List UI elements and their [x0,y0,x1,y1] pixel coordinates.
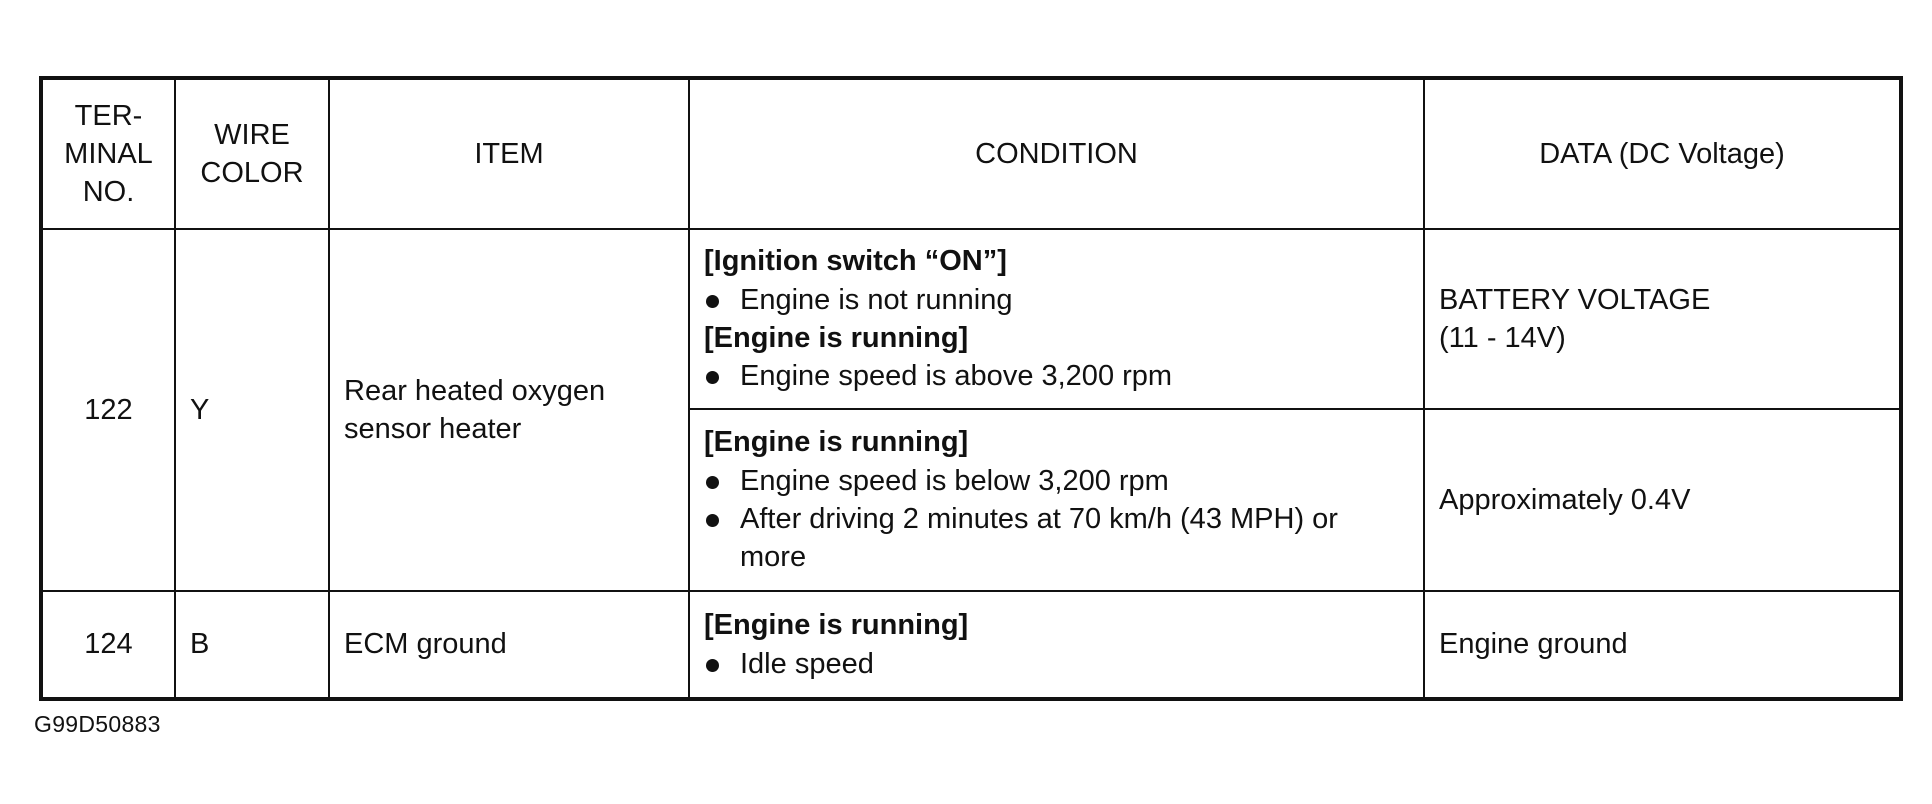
data-cell: Approximately 0.4V [1424,409,1901,591]
condition-heading: [Engine is running] [704,426,969,459]
header-wire-color: WIRE COLOR [175,78,329,229]
condition-cell [689,229,1424,409]
terminal-no-cell: 122 [41,229,175,591]
data-cell: Engine ground [1424,591,1901,699]
wire-color-cell: Y [175,229,329,591]
condition-bullets [704,281,1409,319]
list-item: Engine is not running [704,281,1409,319]
list-item: Engine speed is above 3,200 rpm [704,357,1409,395]
condition-cell [689,591,1424,699]
item-cell: ECM ground [329,591,689,699]
terminal-data-sheet [39,76,1899,701]
condition-heading: [Engine is running] [704,609,969,642]
figure-code: G99D50883 [34,711,161,737]
list-item: Engine speed is below 3,200 rpm [704,462,1409,500]
condition-heading: [Ignition switch “ON”] [704,245,1007,278]
item-cell: Rear heated oxygen sensor heater [329,229,689,591]
condition-cell [689,409,1424,591]
table-row [41,229,1901,409]
condition-bullets [704,357,1409,395]
header-data: DATA (DC Voltage) [1424,78,1901,229]
condition-bullets [704,462,1409,577]
terminal-no-cell: 124 [41,591,175,699]
table-header-row [41,78,1901,229]
ecm-terminal-table [39,76,1903,701]
header-condition: CONDITION [689,78,1424,229]
table-row [41,591,1901,699]
list-item: Idle speed [704,645,1409,683]
header-terminal-no: TER- MINAL NO. [41,78,175,229]
condition-heading: [Engine is running] [704,322,969,354]
wire-color-cell: B [175,591,329,699]
condition-bullets [704,645,1409,683]
header-item: ITEM [329,78,689,229]
data-cell: BATTERY VOLTAGE (11 - 14V) [1424,229,1901,409]
list-item: After driving 2 minutes at 70 km/h (43 MPH) or more [704,500,1409,577]
